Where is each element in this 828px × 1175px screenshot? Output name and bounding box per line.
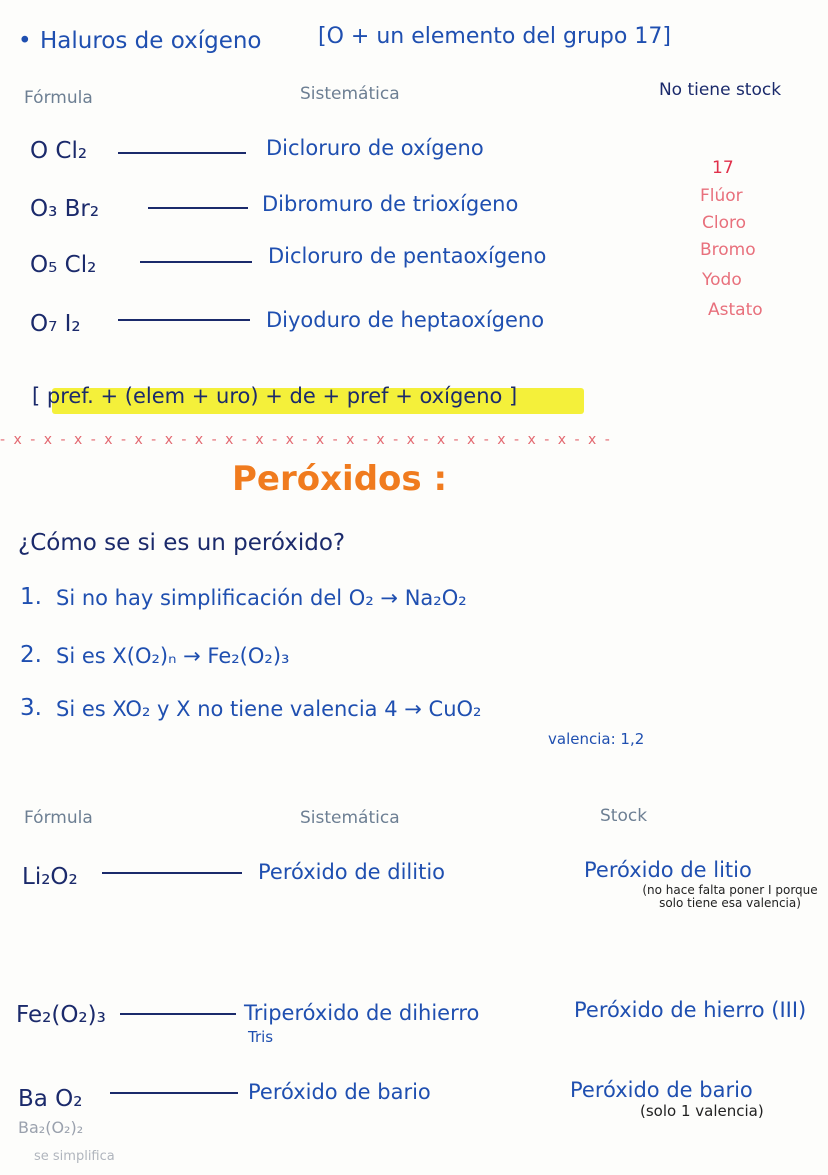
connector-line — [140, 261, 252, 263]
rule-number: 2. — [20, 642, 42, 668]
page-title: Peróxidos : — [232, 459, 448, 499]
col-no-stock-label: No tiene stock — [658, 80, 782, 100]
name-ocl2: Dicloruro de oxígeno — [266, 136, 484, 160]
sistematica-fe2o23: Triperóxido de dihierro — [244, 1001, 480, 1025]
rule-number: 1. — [20, 584, 42, 610]
section-heading-bracket: [O + un elemento del grupo 17] — [318, 24, 671, 49]
bario-unsimplified: Ba₂(O₂)₂ — [18, 1118, 84, 1137]
rule-text: Si es XO₂ y X no tiene valencia 4 → CuO₂ — [56, 697, 482, 721]
col-sistematica-label: Sistemática — [300, 808, 400, 828]
bario-simplify-note: se simplifica — [34, 1149, 115, 1164]
name-o7i2: Diyoduro de heptaoxígeno — [266, 308, 545, 332]
rule-number: 3. — [20, 695, 42, 721]
stock-bao2: Peróxido de bario — [570, 1078, 753, 1102]
bullet: • — [18, 28, 32, 54]
group-17-element: Cloro — [702, 213, 747, 233]
connector-line — [110, 1092, 238, 1094]
valencia-note: valencia: 1,2 — [548, 730, 645, 748]
tris-label: Tris — [248, 1028, 274, 1046]
question: ¿Cómo se si es un peróxido? — [18, 530, 346, 556]
sistematica-li2o2: Peróxido de dilitio — [258, 860, 446, 884]
col-formula-label: Fórmula — [24, 808, 93, 828]
sistematica-bao2: Peróxido de bario — [248, 1080, 431, 1104]
group-17-number: 17 — [712, 158, 734, 178]
note-litio: (no hace falta poner I porque solo tiene esa valencia) — [642, 883, 818, 910]
note-bario: (solo 1 valencia) — [640, 1102, 764, 1120]
section-divider: - x - x - x - x - x - x - x - x - x - x - x - x - x - x - x - x - x - x - x - x - — [0, 432, 612, 448]
rule-text: Si es X(O₂)ₙ → Fe₂(O₂)₃ — [56, 644, 290, 668]
col-stock-label: Stock — [600, 806, 648, 826]
naming-rule: [ pref. + (elem + uro) + de + pref + oxígeno ] — [32, 384, 518, 408]
section-heading: Haluros de oxígeno — [40, 28, 262, 54]
connector-line — [148, 207, 248, 209]
stock-li2o2: Peróxido de litio — [584, 858, 752, 882]
connector-line — [118, 319, 250, 321]
group-17-element: Yodo — [702, 270, 742, 290]
rule-text: Si no hay simplificación del O₂ → Na₂O₂ — [56, 586, 467, 610]
formula-o3br2: O₃ Br₂ — [30, 196, 100, 222]
col-formula-label: Fórmula — [24, 88, 93, 108]
stock-fe2o23: Peróxido de hierro (III) — [574, 998, 807, 1022]
group-17-element: Astato — [708, 300, 763, 320]
formula-fe2o23: Fe₂(O₂)₃ — [16, 1002, 106, 1028]
connector-line — [120, 1013, 236, 1015]
group-17-element: Bromo — [700, 240, 756, 260]
group-17-element: Flúor — [700, 186, 743, 206]
formula-o5cl2: O₅ Cl₂ — [30, 252, 97, 278]
name-o5cl2: Dicloruro de pentaoxígeno — [268, 244, 547, 268]
col-sistematica-label: Sistemática — [300, 84, 400, 104]
formula-bao2: Ba O₂ — [18, 1086, 83, 1112]
name-o3br2: Dibromuro de trioxígeno — [262, 192, 519, 216]
connector-line — [118, 152, 246, 154]
formula-ocl2: O Cl₂ — [30, 138, 88, 164]
formula-o7i2: O₇ I₂ — [30, 311, 81, 337]
formula-li2o2: Li₂O₂ — [22, 864, 78, 890]
connector-line — [102, 872, 242, 874]
